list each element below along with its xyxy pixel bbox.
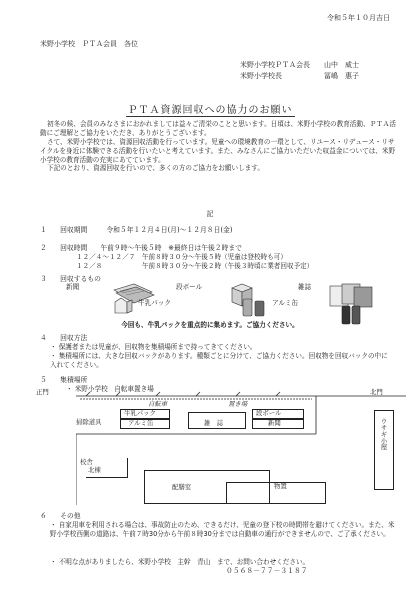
section-number: ３ — [40, 275, 47, 283]
section-label: 回収時間 — [60, 244, 88, 252]
section-label: その他 — [60, 512, 81, 520]
sender-pta — [240, 60, 359, 71]
body-paragraph: さて、米野小学校では、資源回収活動を行っています。児童への環境教育の一環として、リユース・リデュース・リサイクルを身近に体験できる活動を行いたいと考えています。また、みなさんにご協力いただいた収益金については、米野小学校の教育活動の充実にあてています。 — [40, 137, 396, 164]
bullet-text: 集積場所には、大きな回収バックがあります。種類ごとに分けて、ご協力ください。回収物を回収バックの中に入れてください。 — [50, 352, 388, 369]
body-paragraph: 初冬の候、会員のみなさまにおかれましては益々ご清栄のことと思います。日頃は、米野小学校の教育活動、ＰＴＡ活動にご理解とご協力をいただき、ありがとうございます。 — [40, 120, 396, 137]
section-period — [40, 226, 233, 235]
usagi-label: ウサギ小屋 — [379, 418, 388, 450]
storage-label: 掃除道具 — [76, 418, 102, 426]
section-label: 集積場所 — [60, 376, 88, 384]
item-label: 新聞 — [66, 283, 80, 291]
sender-name: 冨嶋 惠子 — [324, 71, 359, 80]
ki-heading: 記 — [206, 210, 214, 218]
other-bullet — [50, 558, 395, 567]
bullet-icon: ・ — [50, 343, 59, 351]
section-label: 回収するもの — [60, 275, 101, 283]
sender-org: 米野小学校長 — [240, 71, 282, 80]
section-method — [40, 334, 87, 343]
notice-text: 今回も、牛乳パックを重点的に集めます。ご協力ください。 — [121, 321, 299, 329]
newspaper-bin-label: 新聞 — [268, 419, 281, 427]
bullet-text: 自家用車を利用される場合は、事故防止のため、できるだけ、児童の登下校の時間帯を避けてください。また、米野小学校西側の道路は、午前７時30分から午前８時30分までは自動車の通行ができませんので、ご了承ください。 — [50, 521, 395, 538]
cardboard-bin-label: 段ボール — [256, 409, 282, 417]
sender-org: 米野小学校ＰＴＡ会長 — [240, 61, 310, 69]
item-label: 段ボール — [176, 283, 203, 291]
location-sub-text: 米野小学校 自転車置き場 — [74, 385, 154, 393]
section-number: １ — [40, 226, 47, 234]
addressee: 米野小学校 ＰＴＡ会員 各位 — [40, 40, 138, 48]
item-label: 雑誌 — [298, 283, 312, 291]
section-location — [40, 376, 87, 385]
bullet-text: 保護者または児童が、回収物を集積場所まで持ってきてください。 — [58, 343, 257, 351]
document-date: 令和５年１０月吉日 — [327, 14, 390, 22]
bike-label: 自転車 — [148, 400, 168, 408]
title-text: ＰＴＡ資源回収への協力のお願い — [127, 105, 293, 116]
sender-principal — [240, 71, 359, 82]
method-bullet — [50, 352, 390, 369]
method-bullet — [50, 343, 390, 352]
north-gate-label: 北門 — [370, 388, 383, 396]
milk-carton-icon — [112, 296, 134, 314]
item-label: 牛乳パック — [138, 299, 171, 307]
pool-label: 配膳室 — [172, 483, 192, 491]
sender-name: 山中 威士 — [324, 61, 359, 69]
body-text — [40, 120, 400, 173]
south-gate-label: 正門 — [36, 388, 49, 396]
aluminum-can-icon — [240, 296, 270, 318]
other-bullet — [50, 521, 395, 538]
phone-number: ０５６８－７７－３１８７ — [226, 567, 308, 575]
section-time — [40, 244, 242, 253]
section-number: ２ — [40, 244, 47, 252]
page-title — [0, 104, 420, 117]
alu-bin-label: アルミ缶 — [128, 419, 154, 427]
sender-block — [240, 60, 359, 81]
bullet-icon: ・ — [50, 352, 59, 360]
section-label: 回収方法 — [60, 334, 88, 342]
bullet-icon: ・ — [50, 521, 59, 529]
time-line: 午前９時～午後５時 ※最終日は午後２時まで — [100, 244, 242, 252]
section-number: ５ — [40, 376, 47, 384]
section-number: ６ — [40, 512, 47, 520]
put-place-label: 置き場 — [228, 400, 248, 408]
magazine-bin-label: 雑 誌 — [204, 419, 224, 427]
bullet-icon: ・ — [50, 558, 59, 566]
period-value: 令和５年１２月４日(月)～１２月８日(金) — [106, 226, 233, 234]
school-label: 校舎 — [80, 458, 93, 466]
milk-bin-label: 牛乳パック — [124, 409, 156, 417]
bullet-text: 不明な点がありましたら、米野小学校 主幹 青山 まで、お問い合わせください。 — [58, 558, 310, 566]
warehouse-label: 物置 — [274, 482, 287, 490]
north-wing-label: 北棟 — [88, 466, 101, 474]
item-label: アルミ缶 — [272, 299, 299, 307]
section-number: ４ — [40, 334, 47, 342]
body-paragraph: 下記のとおり、資源回収を行いので、多くの方のご協力をお願いします。 — [47, 164, 264, 173]
time-line: １２／４～１２／７ 午前８時３０分～午後５時（児童は登校時も可） — [76, 253, 287, 261]
section-other — [40, 512, 81, 521]
time-line: １２／８ 午前８時３０分～午後２時（午後３時頃に業者回収予定） — [76, 262, 314, 270]
section-label: 回収期間 — [60, 226, 88, 234]
bullet-icon: ・ — [66, 385, 75, 393]
